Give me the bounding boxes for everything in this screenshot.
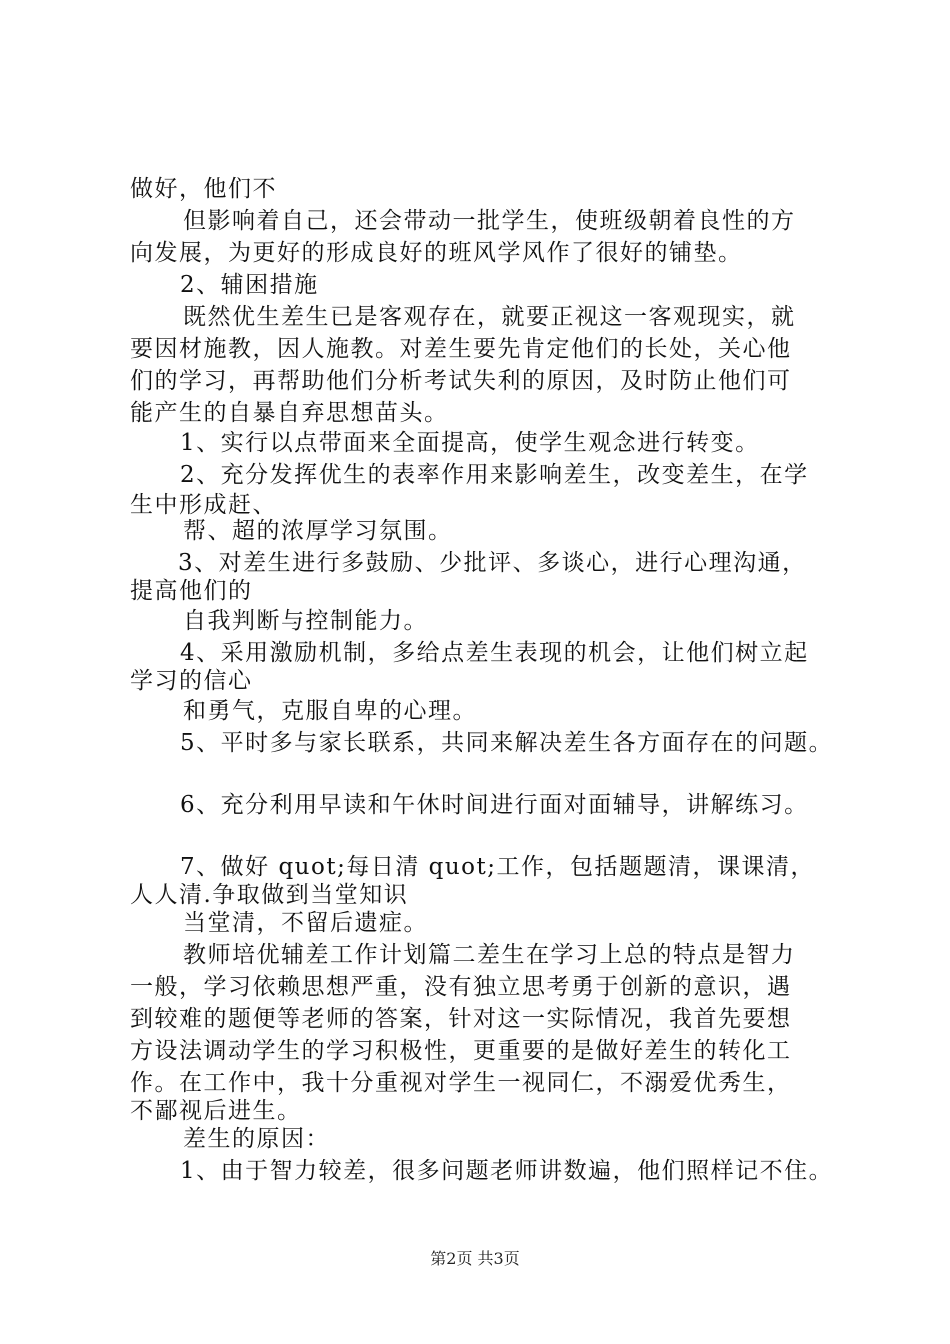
text-line: 帮、超的浓厚学习氛围。 (183, 518, 453, 544)
text-line: 人人清.争取做到当堂知识 (130, 882, 409, 908)
text-line: 不鄙视后进生。 (130, 1098, 302, 1124)
text-line: 6、充分利用早读和午休时间进行面对面辅导，讲解练习。 (180, 792, 809, 818)
text-line: 2、辅困措施 (180, 272, 319, 298)
text-line: 5、平时多与家长联系，共同来解决差生各方面存在的问题。 (180, 730, 834, 756)
text-line: 生中形成赶、 (130, 492, 277, 518)
text-line: 7、做好 quot;每日清 quot;工作，包括题题清，课课清， (180, 854, 816, 880)
text-line: 到较难的题便等老师的答案，针对这一实际情况，我首先要想 (130, 1006, 792, 1032)
text-line: 作。在工作中，我十分重视对学生一视同仁，不溺爱优秀生， (130, 1070, 792, 1096)
text-line: 提高他们的 (130, 578, 253, 604)
page-footer: 第2页 共3页 (430, 1249, 520, 1268)
text-line: 要因材施教，因人施教。对差生要先肯定他们的长处，关心他 (130, 336, 792, 362)
text-line: 做好，他们不 (130, 176, 277, 202)
text-line: 学习的信心 (130, 668, 253, 694)
text-line: 和勇气，克服自卑的心理。 (183, 698, 477, 724)
text-line: 一般，学习依赖思想严重，没有独立思考勇于创新的意识，遇 (130, 974, 792, 1000)
text-line: 当堂清，不留后遗症。 (183, 910, 428, 936)
text-line: 能产生的自暴自弃思想苗头。 (130, 400, 449, 426)
text-line: 既然优生差生已是客观存在，就要正视这一客观现实，就 (183, 304, 796, 330)
text-line: 方设法调动学生的学习积极性，更重要的是做好差生的转化工 (130, 1038, 792, 1064)
text-line: 但影响着自己，还会带动一批学生，使班级朝着良性的方 (183, 208, 796, 234)
text-line: 教师培优辅差工作计划篇二差生在学习上总的特点是智力 (183, 942, 796, 968)
text-line: 3、对差生进行多鼓励、少批评、多谈心，进行心理沟通， (178, 550, 807, 576)
text-line: 4、采用激励机制，多给点差生表现的机会，让他们树立起 (180, 640, 809, 666)
text-line: 2、充分发挥优生的表率作用来影响差生，改变差生，在学 (180, 462, 809, 488)
text-line: 自我判断与控制能力。 (183, 608, 428, 634)
text-line: 差生的原因： (183, 1126, 330, 1152)
text-line: 向发展，为更好的形成良好的班风学风作了很好的铺垫。 (130, 240, 743, 266)
text-line: 们的学习，再帮助他们分析考试失利的原因，及时防止他们可 (130, 368, 792, 394)
text-line: 1、实行以点带面来全面提高，使学生观念进行转变。 (180, 430, 760, 456)
text-line: 1、由于智力较差，很多问题老师讲数遍，他们照样记不住。 (180, 1158, 834, 1184)
